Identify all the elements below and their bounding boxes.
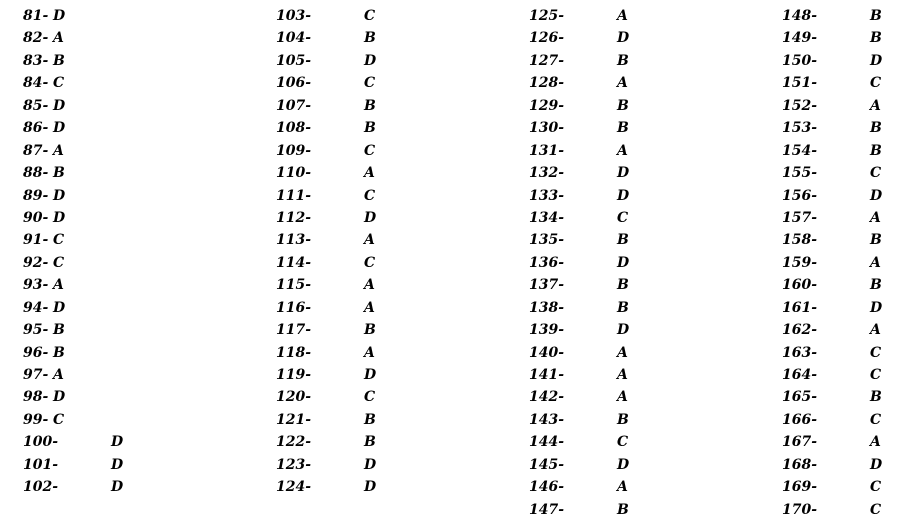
question-number: 153- <box>782 120 818 137</box>
answer-letter: D <box>53 8 66 24</box>
answer-letter: D <box>111 456 124 473</box>
question-number: 105- <box>276 52 312 69</box>
question-number: 131- <box>529 142 565 159</box>
question-number: 113- <box>276 232 312 249</box>
question-number: 129- <box>529 97 565 114</box>
question-number: 109- <box>276 142 312 159</box>
question-number: 92- <box>23 254 49 271</box>
question-number: 101- <box>23 456 59 473</box>
question-number: 96- <box>23 344 49 361</box>
question-number: 124- <box>276 479 312 496</box>
question-number: 138- <box>529 299 565 316</box>
question-number: 118- <box>276 344 312 361</box>
answer-letter: A <box>364 165 375 182</box>
question-number: 150- <box>782 52 818 69</box>
answer-letter: B <box>617 277 629 294</box>
answer-letter: D <box>617 322 630 339</box>
answer-letter: D <box>53 120 66 137</box>
question-number: 163- <box>782 344 818 361</box>
question-number: 165- <box>782 389 818 406</box>
answer-letter: C <box>364 254 376 271</box>
question-number: 115- <box>276 277 312 294</box>
answer-letter: A <box>617 142 628 159</box>
answer-letter: D <box>617 187 630 204</box>
question-number: 147- <box>529 501 565 518</box>
question-number: 125- <box>529 8 565 24</box>
answer-letter: D <box>617 456 630 473</box>
answer-letter: C <box>870 344 882 361</box>
answer-letter: A <box>53 367 64 383</box>
question-number: 93- <box>23 277 49 294</box>
answer-letter: D <box>53 187 66 204</box>
answer-letter: B <box>364 120 376 137</box>
answer-letter: B <box>870 120 882 137</box>
question-number: 95- <box>23 322 49 339</box>
answer-letter: A <box>617 367 628 383</box>
question-number: 133- <box>529 187 565 204</box>
question-number: 157- <box>782 209 818 226</box>
question-number: 108- <box>276 120 312 137</box>
question-number: 139- <box>529 322 565 339</box>
question-number: 136- <box>529 254 565 271</box>
answer-letter: C <box>617 434 629 451</box>
answer-letter: B <box>364 322 376 339</box>
answer-letter: B <box>870 8 882 24</box>
answer-letter: D <box>53 209 66 226</box>
question-number: 106- <box>276 75 312 92</box>
answer-letter: D <box>617 254 630 271</box>
question-number: 81- <box>23 8 49 24</box>
question-number: 170- <box>782 501 818 518</box>
question-number: 130- <box>529 120 565 137</box>
answer-letter: D <box>53 97 66 114</box>
question-number: 156- <box>782 187 818 204</box>
question-number: 127- <box>529 52 565 69</box>
question-number: 154- <box>782 142 818 159</box>
question-number: 90- <box>23 209 49 226</box>
answer-letter: C <box>53 411 65 428</box>
question-number: 87- <box>23 142 49 159</box>
answer-letter: A <box>617 8 628 24</box>
question-number: 122- <box>276 434 312 451</box>
question-number: 112- <box>276 209 312 226</box>
answer-letter: B <box>870 277 882 294</box>
answer-letter: A <box>53 277 64 294</box>
answer-letter: D <box>870 52 883 69</box>
question-number: 97- <box>23 367 49 383</box>
question-number: 86- <box>23 120 49 137</box>
question-number: 83- <box>23 52 49 69</box>
answer-letter: A <box>617 479 628 496</box>
answer-letter: B <box>53 165 65 182</box>
question-number: 98- <box>23 389 49 406</box>
answer-letter: D <box>111 434 124 451</box>
question-number: 128- <box>529 75 565 92</box>
answer-letter: B <box>364 434 376 451</box>
question-number: 167- <box>782 434 818 451</box>
answer-letter: B <box>53 322 65 339</box>
answer-letter: A <box>364 232 375 249</box>
answer-letter: A <box>53 142 64 159</box>
question-number: 135- <box>529 232 565 249</box>
question-number: 168- <box>782 456 818 473</box>
question-number: 134- <box>529 209 565 226</box>
answer-letter: D <box>870 456 883 473</box>
question-number: 137- <box>529 277 565 294</box>
question-number: 111- <box>276 187 312 204</box>
answer-letter: B <box>617 411 629 428</box>
answer-letter: D <box>870 299 883 316</box>
question-number: 119- <box>276 367 312 383</box>
question-number: 85- <box>23 97 49 114</box>
question-number: 89- <box>23 187 49 204</box>
answer-letter: A <box>364 344 375 361</box>
answer-letter: A <box>870 434 881 451</box>
answer-letter: A <box>617 75 628 92</box>
question-number: 144- <box>529 434 565 451</box>
question-number: 107- <box>276 97 312 114</box>
question-number: 100- <box>23 434 59 451</box>
answer-letter: A <box>870 254 881 271</box>
question-number: 123- <box>276 456 312 473</box>
answer-letter: B <box>870 30 882 47</box>
answer-letter: D <box>111 479 124 496</box>
answer-letter: A <box>617 389 628 406</box>
question-number: 166- <box>782 411 818 428</box>
question-number: 84- <box>23 75 49 92</box>
answer-letter: B <box>870 232 882 249</box>
answer-letter: B <box>53 344 65 361</box>
answer-letter: B <box>364 97 376 114</box>
question-number: 121- <box>276 411 312 428</box>
answer-letter: D <box>364 367 377 383</box>
answer-letter: A <box>870 322 881 339</box>
question-number: 148- <box>782 8 818 24</box>
question-number: 140- <box>529 344 565 361</box>
answer-letter: B <box>617 232 629 249</box>
question-number: 169- <box>782 479 818 496</box>
answer-letter: B <box>870 389 882 406</box>
answer-letter: A <box>870 209 881 226</box>
answer-letter: D <box>870 187 883 204</box>
answer-letter: C <box>53 232 65 249</box>
answer-letter: B <box>364 411 376 428</box>
question-number: 159- <box>782 254 818 271</box>
question-number: 143- <box>529 411 565 428</box>
answer-letter: B <box>53 52 65 69</box>
answer-letter: D <box>617 30 630 47</box>
question-number: 110- <box>276 165 312 182</box>
answer-letter: A <box>364 299 375 316</box>
question-number: 117- <box>276 322 312 339</box>
answer-letter: C <box>870 501 882 518</box>
question-number: 91- <box>23 232 49 249</box>
answer-letter: C <box>870 75 882 92</box>
answer-letter: B <box>617 299 629 316</box>
question-number: 164- <box>782 367 818 383</box>
question-number: 149- <box>782 30 818 47</box>
question-number: 104- <box>276 30 312 47</box>
answer-letter: A <box>617 344 628 361</box>
answer-letter: D <box>53 299 66 316</box>
question-number: 161- <box>782 299 818 316</box>
question-number: 145- <box>529 456 565 473</box>
answer-letter: C <box>364 389 376 406</box>
answer-letter: D <box>53 389 66 406</box>
answer-letter: A <box>870 97 881 114</box>
question-number: 126- <box>529 30 565 47</box>
answer-letter: B <box>617 501 629 518</box>
question-number: 120- <box>276 389 312 406</box>
answer-letter: C <box>53 254 65 271</box>
question-number: 142- <box>529 389 565 406</box>
question-number: 146- <box>529 479 565 496</box>
answer-letter: C <box>870 367 882 383</box>
answer-letter: C <box>870 411 882 428</box>
answer-letter: A <box>53 30 64 47</box>
answer-letter: C <box>870 479 882 496</box>
answer-letter: A <box>364 277 375 294</box>
answer-letter: D <box>364 456 377 473</box>
answer-letter: C <box>53 75 65 92</box>
answer-letter: C <box>364 142 376 159</box>
answer-letter: C <box>870 165 882 182</box>
answer-letter: C <box>364 8 376 24</box>
answer-letter: C <box>364 187 376 204</box>
answer-letter: D <box>617 165 630 182</box>
question-number: 88- <box>23 165 49 182</box>
question-number: 116- <box>276 299 312 316</box>
answer-letter: B <box>617 120 629 137</box>
question-number: 102- <box>23 479 59 496</box>
question-number: 114- <box>276 254 312 271</box>
question-number: 141- <box>529 367 565 383</box>
question-number: 152- <box>782 97 818 114</box>
question-number: 94- <box>23 299 49 316</box>
answer-letter: D <box>364 52 377 69</box>
question-number: 160- <box>782 277 818 294</box>
answer-letter: D <box>364 209 377 226</box>
question-number: 99- <box>23 411 49 428</box>
answer-letter: B <box>870 142 882 159</box>
question-number: 155- <box>782 165 818 182</box>
answer-letter: D <box>364 479 377 496</box>
question-number: 103- <box>276 8 312 24</box>
answer-letter: B <box>617 52 629 69</box>
answer-letter: B <box>364 30 376 47</box>
question-number: 151- <box>782 75 818 92</box>
answer-letter: B <box>617 97 629 114</box>
answer-letter: C <box>617 209 629 226</box>
question-number: 82- <box>23 30 49 47</box>
question-number: 158- <box>782 232 818 249</box>
answer-letter: C <box>364 75 376 92</box>
question-number: 132- <box>529 165 565 182</box>
question-number: 162- <box>782 322 818 339</box>
